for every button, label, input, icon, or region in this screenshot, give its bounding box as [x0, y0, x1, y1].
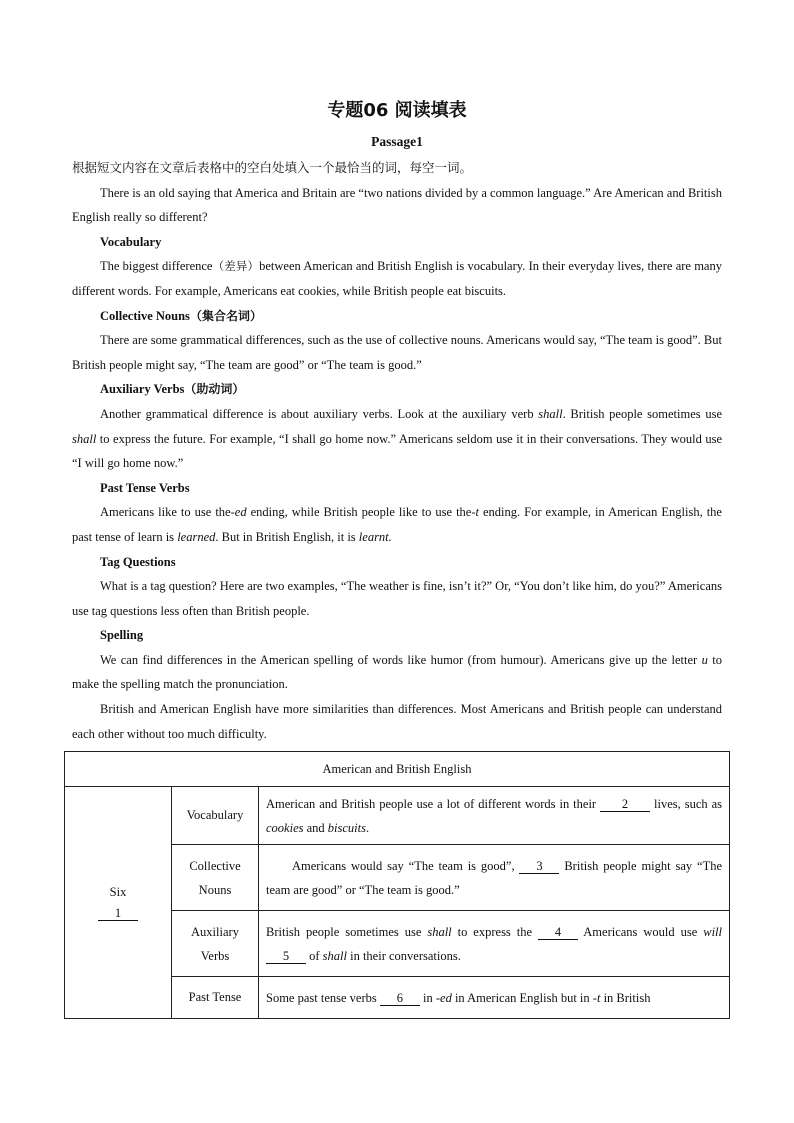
- row-label-collective-nouns: Collective Nouns: [172, 845, 259, 911]
- passage-label: Passage1: [371, 134, 423, 149]
- paragraph-past-tense: Americans like to use the-ed ending, while British people like to use the-t ending. For example, in American English, the past tense of learn is learned. But in British English, it is learnt.: [72, 505, 722, 544]
- paragraph-collective-nouns: There are some grammatical differences, such as the use of collective nouns. Americans would say, “The team is good”. But British people might say, “The team are good” or “The team is good.”: [72, 333, 722, 372]
- heading-collective-nouns: Collective Nouns（集合名词）: [100, 308, 262, 323]
- answer-blank-5[interactable]: 5: [266, 949, 306, 964]
- paragraph-auxiliary-verbs: Another grammatical difference is about auxiliary verbs. Look at the auxiliary verb shall. British people sometimes use shall to express the future. For example, “I shall go home now.” Americans seldom use it in their conversations. They would use “I will go home now.”: [72, 406, 722, 471]
- heading-vocabulary: Vocabulary: [100, 234, 162, 249]
- row-text-auxiliary-verbs: British people sometimes use shall to express the 4 Americans would use will 5 of shall in their conversations.: [259, 911, 730, 977]
- paragraph-intro: There is an old saying that America and Britain are “two nations divided by a common language.” Are American and British English really so different?: [72, 185, 722, 225]
- page-title: 专题06 阅读填表: [327, 100, 467, 121]
- instruction: 根据短文内容在文章后表格中的空白处填入一个最恰当的词，每空一词。: [72, 160, 473, 175]
- answer-blank-1[interactable]: 1: [98, 906, 138, 921]
- table-left-cell: Six 1: [65, 787, 172, 1019]
- row-label-vocabulary: Vocabulary: [172, 787, 259, 845]
- row-text-collective-nouns: Americans would say “The team is good”, 3 British people might say “The team are good” or “The team is good.”: [259, 845, 730, 911]
- row-label-auxiliary-verbs: Auxiliary Verbs: [172, 911, 259, 977]
- heading-tag-questions: Tag Questions: [100, 554, 176, 569]
- answer-blank-6[interactable]: 6: [380, 991, 420, 1006]
- paragraph-tag-questions: What is a tag question? Here are two examples, “The weather is fine, isn’t it?” Or, “You don’t like him, do you?” Americans use tag questions less often than British people.: [72, 579, 722, 618]
- paragraph-vocabulary: The biggest difference（差异）between American and British English is vocabulary. In their everyday lives, there are many different words. For example, Americans eat cookies, while British people eat biscuits.: [72, 259, 722, 298]
- paragraph-conclusion: British and American English have more similarities than differences. Most Americans and British people can understand each other without too much difficulty.: [72, 702, 722, 741]
- heading-spelling: Spelling: [100, 628, 144, 643]
- answer-blank-2[interactable]: 2: [600, 797, 650, 812]
- row-label-past-tense: Past Tense: [172, 977, 259, 1019]
- table-header: American and British English: [65, 752, 730, 787]
- passage-body: [72, 156, 722, 746]
- summary-table: [64, 751, 730, 1019]
- heading-past-tense: Past Tense Verbs: [100, 480, 190, 495]
- heading-auxiliary-verbs: Auxiliary Verbs（助动词）: [100, 382, 245, 397]
- paragraph-spelling: We can find differences in the American spelling of words like humor (from humour). Americans give up the letter u to make the spelling match the pronunciation.: [72, 652, 722, 692]
- row-text-vocabulary: American and British people use a lot of different words in their 2 lives, such as cookies and biscuits.: [259, 787, 730, 845]
- answer-blank-4[interactable]: 4: [538, 925, 578, 940]
- row-text-past-tense: Some past tense verbs 6 in -ed in American English but in -t in British: [259, 977, 730, 1019]
- answer-blank-3[interactable]: 3: [519, 859, 559, 874]
